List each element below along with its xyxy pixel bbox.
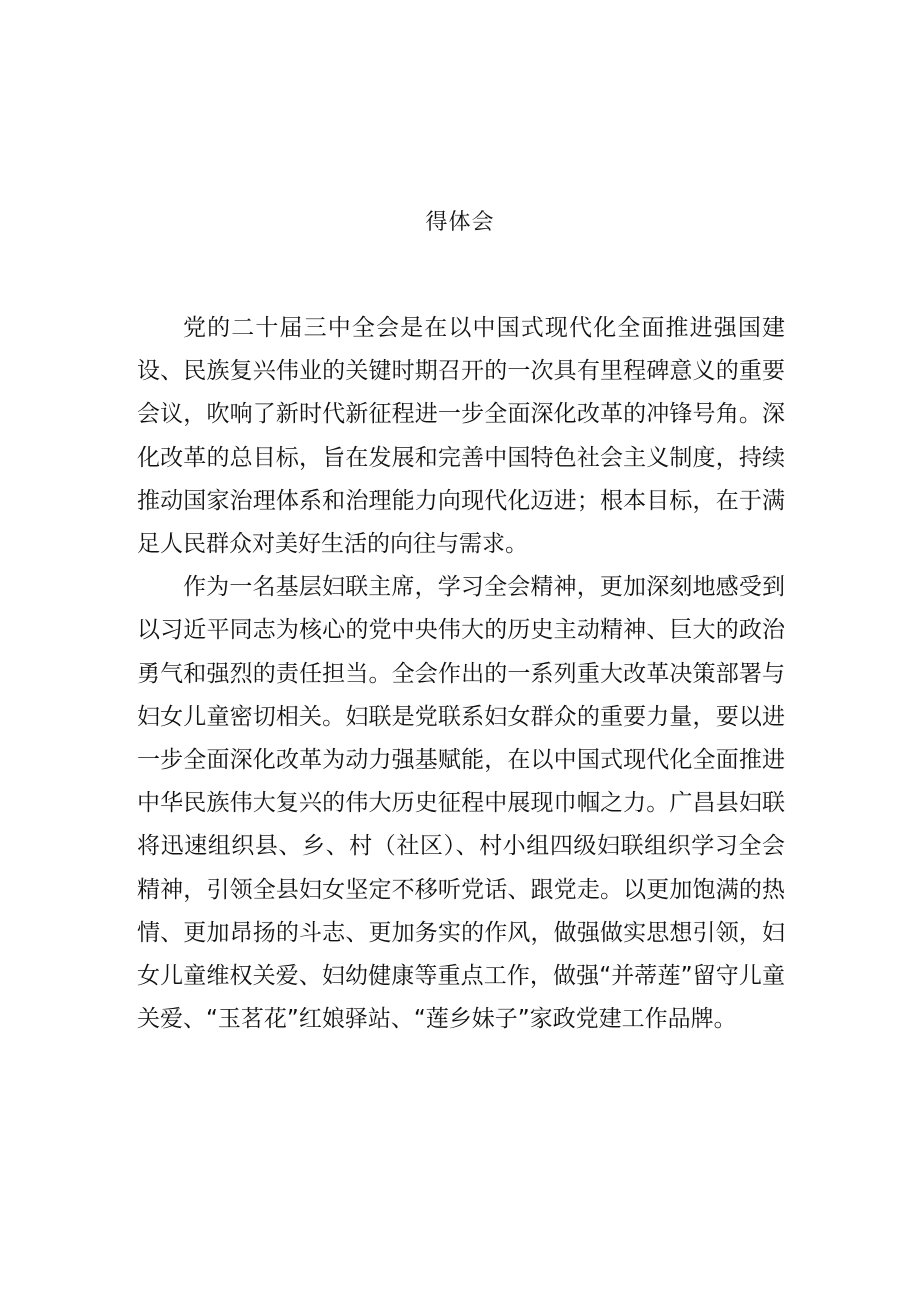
document-body <box>137 307 785 1041</box>
document-title: 得体会 <box>425 210 495 235</box>
paragraph: 作为一名基层妇联主席，学习全会精神，更加深刻地感受到以习近平同志为核心的党中央伟大的历史主动精神、巨大的政治勇气和强烈的责任担当。全会作出的一系列重大改革决策部署与妇女儿童密切相关。妇联是党联系妇女群众的重要力量，要以进一步全面深化改革为动力强基赋能，在以中国式现代化全面推进中华民族伟大复兴的伟大历史征程中展现巾帼之力。广昌县妇联将迅速组织县、乡、村（社区）、村小组四级妇联组织学习全会精神，引领全县妇女坚定不移听党话、跟党走。以更加饱满的热情、更加昂扬的斗志、更加务实的作风，做强做实思想引领，妇女儿童维权关爱、妇幼健康等重点工作，做强“并蒂莲”留守儿童关爱、“玉茗花”红娘驿站、“莲乡妹子”家政党建工作品牌。 <box>137 574 785 1033</box>
paragraph: 党的二十届三中全会是在以中国式现代化全面推进强国建设、民族复兴伟业的关键时期召开的一次具有里程碑意义的重要会议，吹响了新时代新征程进一步全面深化改革的冲锋号角。深化改革的总目标，旨在发展和完善中国特色社会主义制度，持续推动国家治理体系和治理能力向现代化迈进；根本目标，在于满足人民群众对美好生活的向往与需求。 <box>137 315 785 558</box>
